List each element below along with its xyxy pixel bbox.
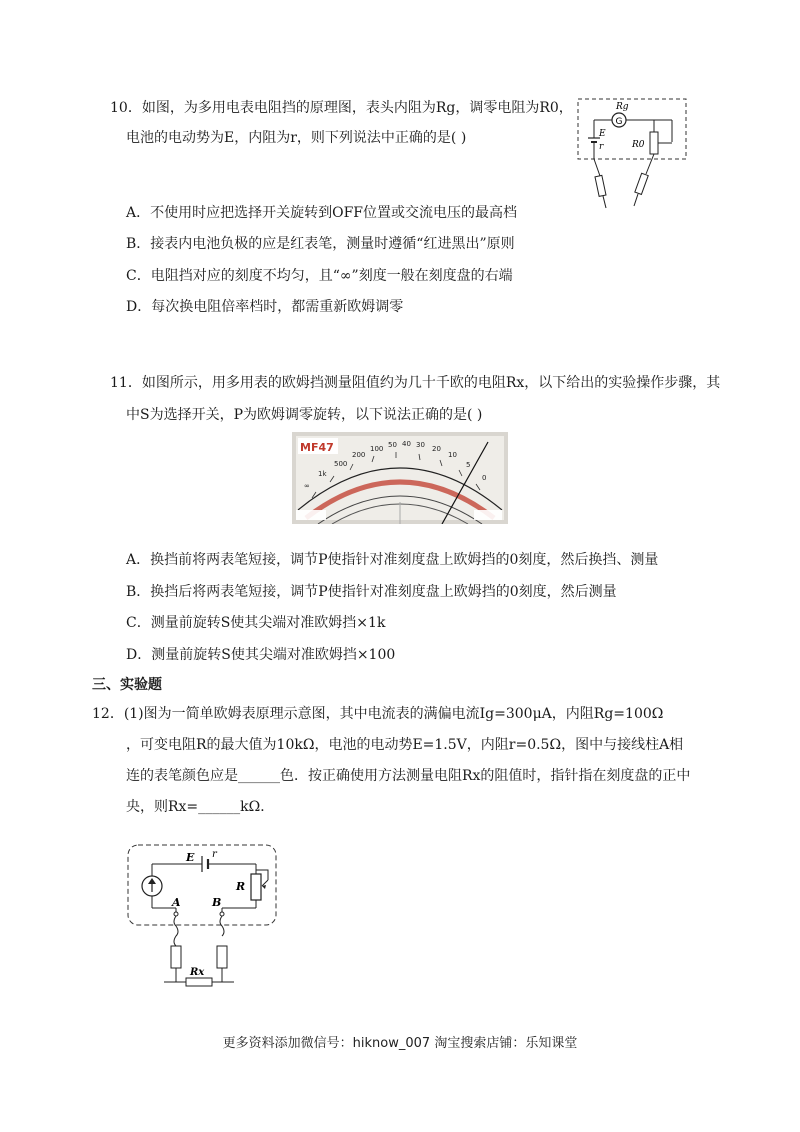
q10-option-a: A．不使用时应把选择开关旋转到OFF位置或交流电压的最高档 xyxy=(126,205,518,221)
q12-ohmmeter-circuit-figure xyxy=(124,842,282,990)
q10-circuit-figure xyxy=(572,96,690,212)
q11-line-1: 11．如图所示，用多用表的欧姆挡测量阻值约为几十千欧的电阻Rx，以下给出的实验操作步骤，其 xyxy=(110,375,721,391)
q12-terminal-b-label: B xyxy=(212,896,222,909)
q12-line-4: 央，则Rx=______kΩ． xyxy=(126,799,275,815)
q11-scale-num: 0 xyxy=(482,474,487,482)
page-footer: 更多资料添加微信号：hiknow_007 淘宝搜索店铺：乐知课堂 xyxy=(222,1036,578,1051)
q12-fig-label-e: E xyxy=(186,851,195,864)
q11-meter-dial-figure xyxy=(292,432,508,524)
q10-fig-label-g: G xyxy=(615,117,623,127)
q12-terminal-a-label: A xyxy=(172,896,181,909)
q11-scale-num: ∞ xyxy=(304,482,310,490)
q12-line-1: 12．(1)图为一简单欧姆表原理示意图，其中电流表的满偏电流Ig=300μA，内阻Rg=100Ω xyxy=(92,706,664,722)
q11-option-d: D．测量前旋转S使其尖端对准欧姆挡×100 xyxy=(126,647,396,663)
q11-scale-num: 30 xyxy=(416,441,425,449)
q11-option-c: C．测量前旋转S使其尖端对准欧姆挡×1k xyxy=(126,615,386,631)
q11-scale-num: 10 xyxy=(448,451,457,459)
q10-fig-label-r0: R0 xyxy=(632,140,645,150)
q11-line-2: 中S为选择开关，P为欧姆调零旋转，以下说法正确的是( ) xyxy=(126,407,483,423)
q10-line-2: 电池的电动势为E，内阻为r，则下列说法中正确的是( ) xyxy=(126,130,467,146)
q12-line-2: ，可变电阻R的最大值为10kΩ，电池的电动势E=1.5V，内阻r=0.5Ω，图中与接线柱A相 xyxy=(126,737,684,753)
q10-option-c: C．电阻挡对应的刻度不均匀，且“∞”刻度一般在刻度盘的右端 xyxy=(126,268,513,284)
q11-scale-num: 1k xyxy=(318,470,327,478)
q11-scale-num: 100 xyxy=(370,445,384,453)
q11-scale-num: 50 xyxy=(388,441,397,449)
q10-option-d: D．每次换电阻倍率档时，都需重新欧姆调零 xyxy=(126,299,404,315)
q11-scale-num: 40 xyxy=(402,440,411,448)
section-heading: 三、实验题 xyxy=(92,677,162,693)
q10-fig-label-r: r xyxy=(599,142,604,152)
q12-fig-label-rx: Rx xyxy=(190,967,205,978)
q11-option-a: A．换挡前将两表笔短接，调节P使指针对准刻度盘上欧姆挡的0刻度，然后换挡、测量 xyxy=(126,552,659,568)
q11-brand-label: MF47 xyxy=(300,441,334,454)
q10-fig-label-rg: Rg xyxy=(616,102,629,112)
q11-scale-num: 5 xyxy=(466,461,471,469)
q10-option-b: B．接表内电池负极的应是红表笔，测量时遵循“红进黑出”原则 xyxy=(126,236,515,252)
q12-line-3: 连的表笔颜色应是______色．按正确使用方法测量电阻Rx的阻值时，指针指在刻度盘的正中 xyxy=(126,768,691,784)
q10-fig-label-e: E xyxy=(599,129,606,139)
q12-fig-label-r: r xyxy=(212,849,217,860)
q11-scale-num: 500 xyxy=(334,460,348,468)
q11-option-b: B．换挡后将两表笔短接，调节P使指针对准刻度盘上欧姆挡的0刻度，然后测量 xyxy=(126,584,617,600)
q10-line-1: 10．如图，为多用电表电阻挡的原理图，表头内阻为Rg，调零电阻为R0， xyxy=(110,100,573,116)
q11-scale-num: 200 xyxy=(352,451,366,459)
q12-fig-label-rvar: R xyxy=(236,880,246,893)
q11-scale-num: 20 xyxy=(432,445,441,453)
